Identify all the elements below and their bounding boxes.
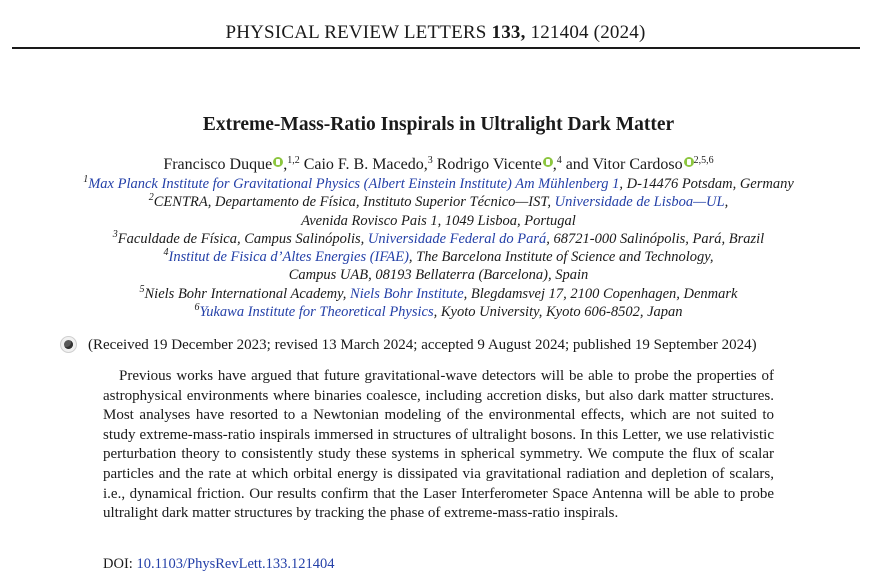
author-name: Francisco Duque bbox=[163, 156, 273, 173]
orcid-icon[interactable] bbox=[543, 157, 553, 167]
affiliation-6 bbox=[0, 303, 877, 321]
affiliation-link[interactable]: Institut de Fisica d’Altes Energies (IFAE) bbox=[168, 249, 409, 266]
affiliation-text: , Kyoto University, Kyoto 606-8502, Japan bbox=[433, 304, 683, 321]
affiliation-text: , Blegdamsvej 17, 2100 Copenhagen, Denmark bbox=[463, 285, 738, 302]
affiliation-text: , bbox=[724, 194, 729, 211]
abstract: Previous works have argued that future gravitational-wave detectors will be able to probe the properties of astrophysical environments where binaries coalesce, including accretion disks, but also dark matter structures. Most analyses have resorted to a Newtonian modeling of the environmental effects, which are not suited to study extreme-mass-ratio inspirals immersed in structures of ultralight bosons. In this Letter, we use relativistic perturbation theory to consistently study these systems in spherical symmetry. We compute the flux of scalar particles and the rate at which orbital energy is dissipated via gravitational radiation and depletion of scalars, i.e., dynamical friction. Our results confirm that the Laser Interferometer Space Antenna will be able to probe ultralight dark matter structures by tracking the phase of extreme-mass-ratio inspirals. bbox=[103, 368, 774, 522]
journal-volume: 133, bbox=[491, 22, 526, 43]
journal-name: PHYSICAL REVIEW LETTERS bbox=[225, 22, 487, 43]
paper-title: Extreme-Mass-Ratio Inspirals in Ultralight Dark Matter bbox=[202, 114, 675, 135]
affil-sup: 1 bbox=[83, 174, 89, 185]
affil-sup: 3 bbox=[112, 228, 118, 240]
author-name: Rodrigo Vicente bbox=[436, 156, 542, 173]
affiliation-4-line2: Campus UAB, 08193 Bellaterra (Barcelona), Spain bbox=[288, 267, 589, 284]
author-affil-sup: 1,2 bbox=[287, 155, 300, 166]
orcid-icon[interactable] bbox=[684, 157, 694, 167]
affiliation-link[interactable]: Niels Bohr Institute bbox=[350, 285, 464, 302]
affiliations bbox=[0, 175, 877, 321]
affiliation-text: , The Barcelona Institute of Science and Technology, bbox=[408, 249, 714, 266]
affiliation-text: , 68721-000 Salinópolis, Pará, Brazil bbox=[546, 230, 765, 247]
author-name: Vitor Cardoso bbox=[592, 156, 683, 173]
received-dates: (Received 19 December 2023; revised 13 March 2024; accepted 9 August 2024; published 19 September 2024) bbox=[88, 337, 757, 353]
affiliation-link[interactable]: Yukawa Institute for Theoretical Physics bbox=[199, 304, 434, 321]
affiliation-text: CENTRA, Departamento de Física, Instituto Superior Técnico—IST, bbox=[153, 194, 555, 211]
author-list bbox=[0, 155, 877, 175]
affiliation-2 bbox=[0, 193, 877, 211]
affiliation-5 bbox=[0, 285, 877, 303]
affil-sup: 6 bbox=[194, 302, 200, 314]
affiliation-4 bbox=[0, 248, 877, 266]
affil-sup: 5 bbox=[139, 283, 145, 295]
author-affil-sup: 3 bbox=[427, 155, 433, 166]
author-comma: , bbox=[283, 156, 288, 173]
affiliation-text: Faculdade de Física, Campus Salinópolis, bbox=[117, 230, 368, 247]
orcid-icon[interactable] bbox=[273, 157, 283, 167]
author-affil-sup: 4 bbox=[556, 155, 562, 166]
affiliation-text: Niels Bohr International Academy, bbox=[144, 285, 351, 302]
affiliation-text: , D-14476 Potsdam, Germany bbox=[619, 176, 794, 192]
affiliation-3 bbox=[0, 230, 877, 248]
affiliation-1 bbox=[0, 175, 877, 193]
affiliation-link[interactable]: Universidade Federal do Pará bbox=[367, 230, 547, 247]
affiliation-link[interactable]: Universidade de Lisboa—UL bbox=[554, 194, 725, 211]
check-for-updates-icon[interactable] bbox=[60, 336, 77, 353]
affil-sup: 4 bbox=[163, 247, 169, 259]
affiliation-link[interactable]: Max Planck Institute for Gravitational Physics (Albert Einstein Institute) Am Mühlenberg 1 bbox=[88, 176, 620, 192]
journal-article: 121404 (2024) bbox=[530, 22, 646, 43]
affiliation-2-line2: Avenida Rovisco Pais 1, 1049 Lisboa, Portugal bbox=[301, 212, 576, 229]
header-rule bbox=[12, 47, 860, 49]
author-and: and bbox=[565, 156, 589, 173]
journal-header bbox=[12, 21, 859, 45]
author-name: Caio F. B. Macedo, bbox=[303, 156, 428, 173]
affil-sup: 2 bbox=[148, 192, 154, 204]
author-affil-sup: 2,5,6 bbox=[693, 155, 714, 166]
doi-label: DOI: bbox=[103, 556, 137, 572]
doi-link[interactable]: 10.1103/PhysRevLett.133.121404 bbox=[136, 556, 335, 572]
author-comma: , bbox=[552, 156, 557, 173]
doi-line bbox=[103, 555, 334, 573]
received-row bbox=[60, 335, 860, 355]
